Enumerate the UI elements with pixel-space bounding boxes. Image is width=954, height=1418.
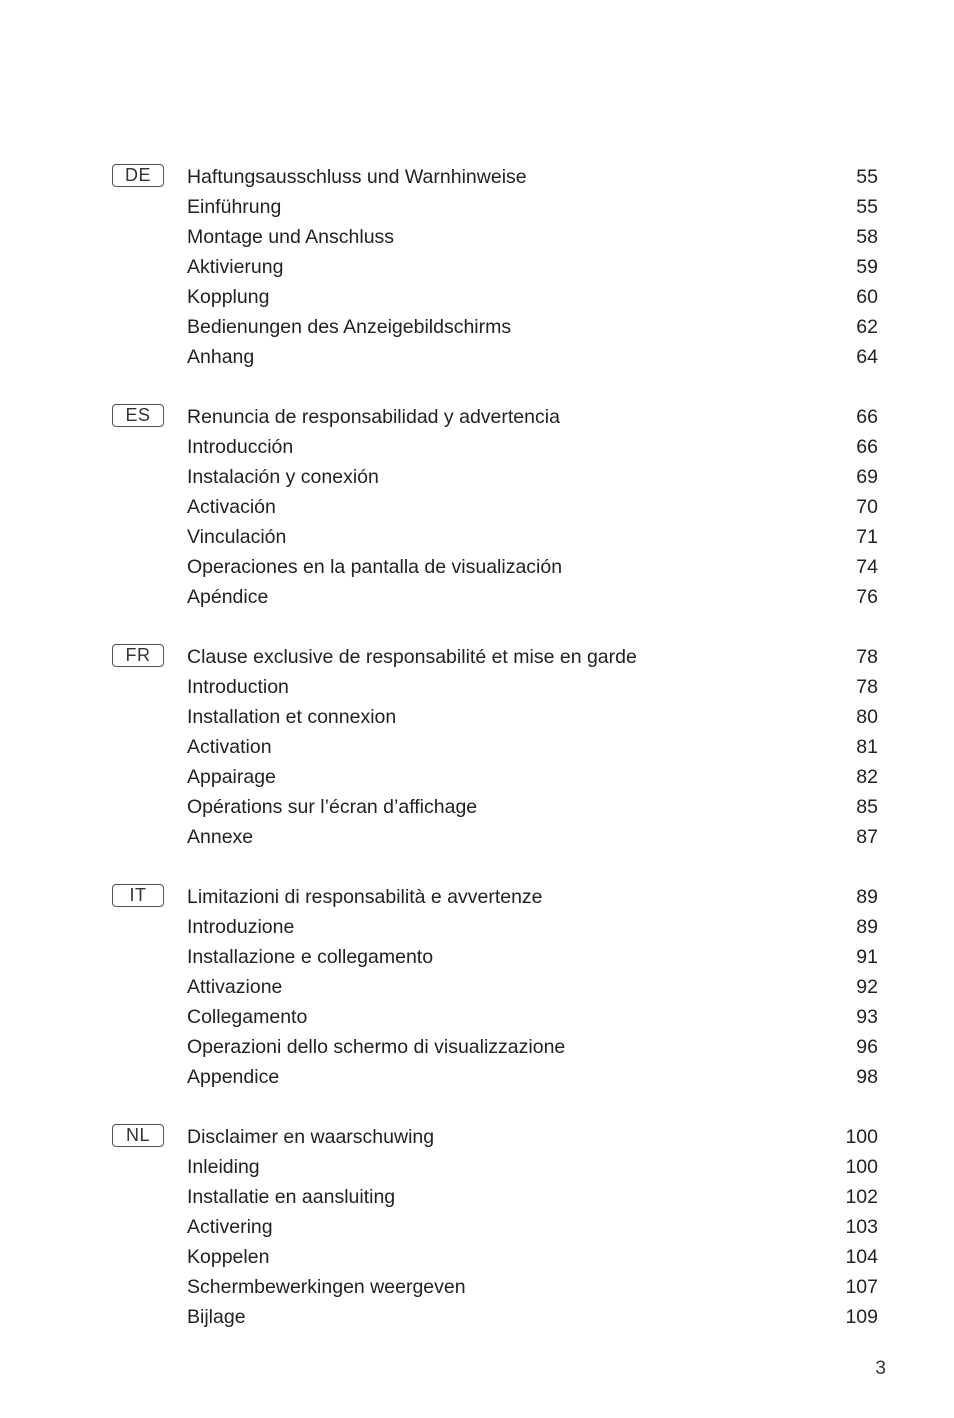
toc-entry-title: Inleiding	[187, 1156, 260, 1178]
toc-entry-page: 74	[856, 556, 878, 578]
toc-entries	[187, 882, 878, 1092]
toc-entry[interactable]	[187, 402, 878, 432]
toc-entry[interactable]	[187, 252, 878, 282]
language-badge: NL	[112, 1124, 164, 1147]
toc-entry-page: 87	[856, 826, 878, 848]
toc-entry[interactable]	[187, 1302, 878, 1332]
toc-entry[interactable]	[187, 822, 878, 852]
toc-entry-page: 100	[845, 1156, 878, 1178]
language-badge: IT	[112, 884, 164, 907]
toc-entry[interactable]	[187, 1002, 878, 1032]
toc-entry[interactable]	[187, 642, 878, 672]
toc-entry-title: Bijlage	[187, 1306, 246, 1328]
toc-entry-page: 55	[856, 196, 878, 218]
toc-entry-title: Operazioni dello schermo di visualizzazione	[187, 1036, 566, 1058]
toc-entry-title: Activación	[187, 496, 276, 518]
toc-entry[interactable]	[187, 762, 878, 792]
toc-entry[interactable]	[187, 282, 878, 312]
toc-entry[interactable]	[187, 1212, 878, 1242]
toc-entry-title: Aktivierung	[187, 256, 284, 278]
toc-entry-page: 62	[856, 316, 878, 338]
toc-section-it	[112, 882, 878, 1092]
toc-entry[interactable]	[187, 792, 878, 822]
toc-entries	[187, 162, 878, 372]
toc-entry[interactable]	[187, 942, 878, 972]
toc-entry-title: Koppelen	[187, 1246, 270, 1268]
toc-entry[interactable]	[187, 972, 878, 1002]
toc-entry-title: Collegamento	[187, 1006, 308, 1028]
toc-entry-title: Renuncia de responsabilidad y advertencia	[187, 406, 560, 428]
toc-entry-page: 96	[856, 1036, 878, 1058]
toc-entry-title: Haftungsausschluss und Warnhinweise	[187, 166, 527, 188]
toc-entry[interactable]	[187, 1062, 878, 1092]
toc-entry-page: 81	[856, 736, 878, 758]
toc-entry[interactable]	[187, 882, 878, 912]
toc-entry-page: 102	[845, 1186, 878, 1208]
language-badge: DE	[112, 164, 164, 187]
toc-entry-page: 58	[856, 226, 878, 248]
toc-entry-page: 64	[856, 346, 878, 368]
toc-entry-title: Instalación y conexión	[187, 466, 379, 488]
toc-entry-title: Disclaimer en waarschuwing	[187, 1126, 435, 1148]
toc-entry-title: Vinculación	[187, 526, 287, 548]
toc-entry-title: Operaciones en la pantalla de visualización	[187, 556, 563, 578]
toc-entries	[187, 1122, 878, 1332]
toc-entry-title: Introducción	[187, 436, 294, 458]
toc-entry-page: 78	[856, 676, 878, 698]
toc-entry-title: Kopplung	[187, 286, 270, 308]
toc-entry-title: Appendice	[187, 1066, 280, 1088]
toc-entry[interactable]	[187, 1272, 878, 1302]
toc-entry-page: 55	[856, 166, 878, 188]
toc-entry-page: 103	[845, 1216, 878, 1238]
toc-entry[interactable]	[187, 1152, 878, 1182]
toc-entry-title: Clause exclusive de responsabilité et mise en garde	[187, 646, 637, 668]
toc-entry-page: 71	[856, 526, 878, 548]
toc-entry-page: 76	[856, 586, 878, 608]
toc-section-fr	[112, 642, 878, 852]
toc-entry[interactable]	[187, 162, 878, 192]
toc-entry[interactable]	[187, 672, 878, 702]
toc-entry-page: 59	[856, 256, 878, 278]
toc-entry-page: 60	[856, 286, 878, 308]
toc-entry[interactable]	[187, 1032, 878, 1062]
toc-entry[interactable]	[187, 702, 878, 732]
toc-section-es	[112, 402, 878, 612]
toc-entry-title: Installazione e collegamento	[187, 946, 434, 968]
toc-entry-page: 98	[856, 1066, 878, 1088]
toc-entry-page: 70	[856, 496, 878, 518]
toc-entry-page: 69	[856, 466, 878, 488]
toc-entry-page: 80	[856, 706, 878, 728]
toc-entry-page: 100	[845, 1126, 878, 1148]
toc-entry-title: Installation et connexion	[187, 706, 397, 728]
language-badge: ES	[112, 404, 164, 427]
toc-entry[interactable]	[187, 312, 878, 342]
toc-entry-page: 104	[845, 1246, 878, 1268]
toc-entry[interactable]	[187, 912, 878, 942]
toc-entry-title: Appairage	[187, 766, 276, 788]
toc-entry-title: Activering	[187, 1216, 273, 1238]
toc-entry-page: 89	[856, 886, 878, 908]
toc-entry-page: 82	[856, 766, 878, 788]
toc-entry[interactable]	[187, 552, 878, 582]
table-of-contents	[112, 162, 878, 1362]
toc-entry[interactable]	[187, 582, 878, 612]
toc-entry[interactable]	[187, 1122, 878, 1152]
toc-entry[interactable]	[187, 432, 878, 462]
toc-entry[interactable]	[187, 1182, 878, 1212]
toc-entry-page: 89	[856, 916, 878, 938]
toc-entry-page: 92	[856, 976, 878, 998]
toc-entry-title: Einführung	[187, 196, 282, 218]
toc-entry[interactable]	[187, 732, 878, 762]
toc-entry-title: Apéndice	[187, 586, 269, 608]
toc-entry-title: Montage und Anschluss	[187, 226, 395, 248]
toc-entry-title: Schermbewerkingen weergeven	[187, 1276, 466, 1298]
toc-entry[interactable]	[187, 1242, 878, 1272]
toc-entry-page: 66	[856, 436, 878, 458]
toc-entry-page: 109	[845, 1306, 878, 1328]
toc-entry-page: 107	[845, 1276, 878, 1298]
toc-entry[interactable]	[187, 462, 878, 492]
toc-entry-title: Installatie en aansluiting	[187, 1186, 396, 1208]
toc-entry[interactable]	[187, 522, 878, 552]
toc-entry-title: Attivazione	[187, 976, 283, 998]
toc-entry[interactable]	[187, 342, 878, 372]
toc-entry[interactable]	[187, 222, 878, 252]
toc-section-nl	[112, 1122, 878, 1332]
toc-entry-page: 85	[856, 796, 878, 818]
toc-entry[interactable]	[187, 492, 878, 522]
toc-entry-title: Introduzione	[187, 916, 295, 938]
toc-entry-page: 66	[856, 406, 878, 428]
toc-entry-title: Anhang	[187, 346, 255, 368]
toc-entries	[187, 642, 878, 852]
toc-entry-title: Introduction	[187, 676, 289, 698]
toc-entry-title: Opérations sur l’écran d’affichage	[187, 796, 478, 818]
toc-section-de	[112, 162, 878, 372]
toc-entry-title: Activation	[187, 736, 272, 758]
toc-entry[interactable]	[187, 192, 878, 222]
toc-entry-title: Bedienungen des Anzeigebildschirms	[187, 316, 512, 338]
toc-entry-title: Annexe	[187, 826, 254, 848]
toc-entry-page: 93	[856, 1006, 878, 1028]
toc-entries	[187, 402, 878, 612]
page-number: 3	[875, 1358, 886, 1379]
language-badge: FR	[112, 644, 164, 667]
toc-entry-page: 78	[856, 646, 878, 668]
toc-entry-page: 91	[856, 946, 878, 968]
toc-entry-title: Limitazioni di responsabilità e avvertenze	[187, 886, 543, 908]
